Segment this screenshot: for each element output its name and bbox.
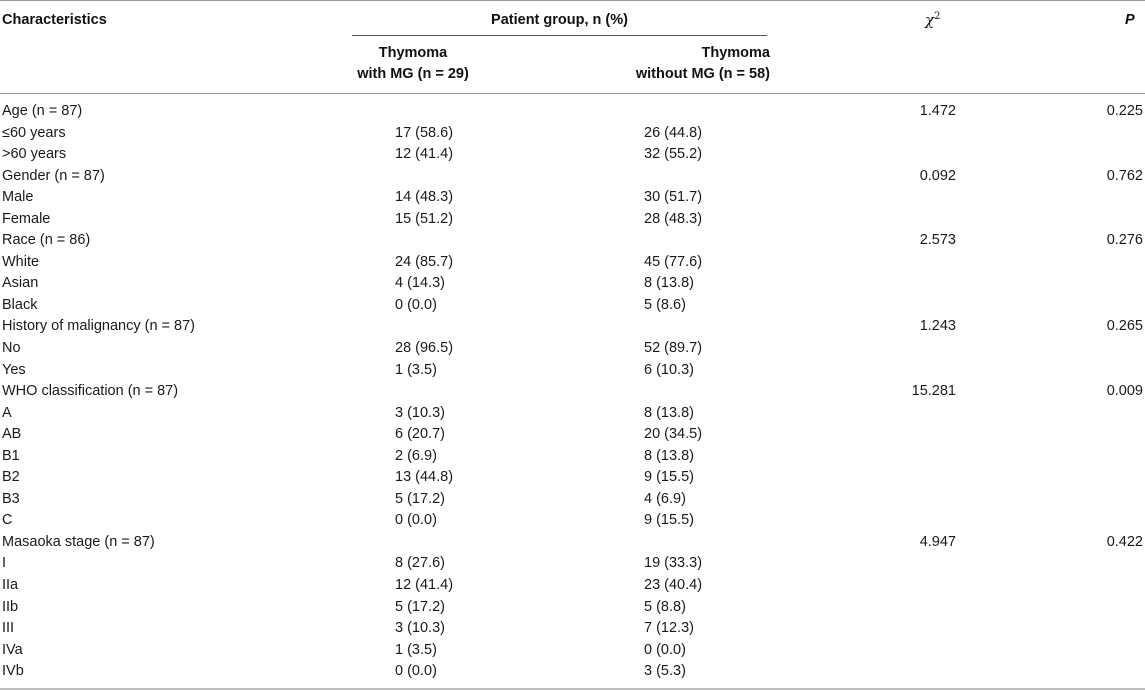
header-bottom-rule xyxy=(0,93,1145,94)
header-thymoma-without-mg-line2: without MG (n = 58) xyxy=(635,66,770,82)
row-label: History of malignancy (n = 87) xyxy=(2,318,196,335)
cell-with-mg: 12 (41.4) xyxy=(395,146,454,163)
cell-with-mg: 15 (51.2) xyxy=(395,210,454,227)
patient-group-rule xyxy=(352,35,767,36)
header-thymoma-with-mg-line2: with MG (n = 29) xyxy=(357,66,469,82)
cell-chi-square: 1.243 xyxy=(919,318,956,335)
cell-p-value: 0.762 xyxy=(1106,167,1143,184)
table-row xyxy=(0,597,1145,619)
cell-with-mg: 17 (58.6) xyxy=(395,124,454,141)
cell-without-mg: 3 (5.3) xyxy=(644,663,686,680)
table-row xyxy=(0,403,1145,425)
table-row xyxy=(0,467,1145,489)
header-chi-sup: 2 xyxy=(934,11,941,22)
table-row xyxy=(0,489,1145,511)
table-row xyxy=(0,661,1145,683)
cell-with-mg: 4 (14.3) xyxy=(395,275,445,292)
row-label: WHO classification (n = 87) xyxy=(2,383,179,400)
header-patient-group: Patient group, n (%) xyxy=(491,12,628,28)
table-row xyxy=(0,640,1145,662)
cell-without-mg: 8 (13.8) xyxy=(644,447,694,464)
row-label: White xyxy=(2,253,40,270)
cell-without-mg: 8 (13.8) xyxy=(644,275,694,292)
row-label: IVb xyxy=(2,663,24,680)
header-thymoma-without-mg xyxy=(610,43,770,85)
row-label: B1 xyxy=(2,447,20,464)
cell-without-mg: 28 (48.3) xyxy=(644,210,703,227)
cell-with-mg: 24 (85.7) xyxy=(395,253,454,270)
cell-with-mg: 28 (96.5) xyxy=(395,340,454,357)
table-row xyxy=(0,123,1145,145)
cell-with-mg: 0 (0.0) xyxy=(395,663,437,680)
header-chi-square xyxy=(925,11,940,29)
table-row xyxy=(0,618,1145,640)
cell-without-mg: 8 (13.8) xyxy=(644,404,694,421)
cell-without-mg: 5 (8.6) xyxy=(644,296,686,313)
cell-with-mg: 8 (27.6) xyxy=(395,555,445,572)
row-label: IVa xyxy=(2,641,23,658)
table-row xyxy=(0,252,1145,274)
cell-without-mg: 7 (12.3) xyxy=(644,620,694,637)
table-row xyxy=(0,230,1145,252)
cell-without-mg: 52 (89.7) xyxy=(644,340,703,357)
row-label: Black xyxy=(2,296,38,313)
cell-with-mg: 0 (0.0) xyxy=(395,512,437,529)
row-label: C xyxy=(2,512,13,529)
cell-without-mg: 19 (33.3) xyxy=(644,555,703,572)
table-row xyxy=(0,187,1145,209)
table-top-rule xyxy=(0,0,1145,1)
cell-with-mg: 14 (48.3) xyxy=(395,189,454,206)
row-label: Yes xyxy=(2,361,26,378)
cell-p-value: 0.276 xyxy=(1106,232,1143,249)
table-row xyxy=(0,316,1145,338)
table-row xyxy=(0,144,1145,166)
cell-with-mg: 1 (3.5) xyxy=(395,361,437,378)
cell-with-mg: 5 (17.2) xyxy=(395,490,445,507)
cell-without-mg: 23 (40.4) xyxy=(644,577,703,594)
cell-p-value: 0.225 xyxy=(1106,103,1143,119)
cell-p-value: 0.265 xyxy=(1106,318,1143,335)
header-chi-symbol: χ xyxy=(925,11,935,29)
table-row xyxy=(0,338,1145,360)
row-label: Age (n = 87) xyxy=(2,103,83,119)
cell-with-mg: 3 (10.3) xyxy=(395,404,445,421)
table-row xyxy=(0,295,1145,317)
row-label: I xyxy=(2,555,7,572)
row-label: Masaoka stage (n = 87) xyxy=(2,533,155,550)
row-label: Race (n = 86) xyxy=(2,232,91,249)
cell-with-mg: 6 (20.7) xyxy=(395,426,445,443)
cell-chi-square: 0.092 xyxy=(919,167,956,184)
cell-without-mg: 0 (0.0) xyxy=(644,641,686,658)
table-row xyxy=(0,209,1145,231)
cell-without-mg: 26 (44.8) xyxy=(644,124,703,141)
cell-with-mg: 12 (41.4) xyxy=(395,577,454,594)
table-row xyxy=(0,532,1145,554)
cell-with-mg: 0 (0.0) xyxy=(395,296,437,313)
cell-with-mg: 13 (44.8) xyxy=(395,469,454,486)
header-thymoma-with-mg xyxy=(352,43,474,85)
cell-chi-square: 1.472 xyxy=(919,103,956,119)
cell-without-mg: 30 (51.7) xyxy=(644,189,703,206)
cell-with-mg: 1 (3.5) xyxy=(395,641,437,658)
table-row xyxy=(0,446,1145,468)
table-row xyxy=(0,575,1145,597)
row-label: B2 xyxy=(2,469,20,486)
header-characteristics: Characteristics xyxy=(2,12,107,28)
row-label: No xyxy=(2,340,21,357)
cell-without-mg: 20 (34.5) xyxy=(644,426,703,443)
cell-without-mg: 9 (15.5) xyxy=(644,512,694,529)
row-label: >60 years xyxy=(2,146,67,163)
table-row xyxy=(0,381,1145,403)
row-label: IIa xyxy=(2,577,19,594)
cell-without-mg: 5 (8.8) xyxy=(644,598,686,615)
table-row xyxy=(0,101,1145,123)
row-label: III xyxy=(2,620,15,637)
cell-with-mg: 2 (6.9) xyxy=(395,447,437,464)
cell-chi-square: 2.573 xyxy=(919,232,956,249)
table-row xyxy=(0,510,1145,532)
cell-p-value: 0.422 xyxy=(1106,533,1143,550)
cell-without-mg: 4 (6.9) xyxy=(644,490,686,507)
cell-p-value: 0.009 xyxy=(1106,383,1143,400)
row-label: AB xyxy=(2,426,22,443)
header-thymoma-with-mg-line1: Thymoma xyxy=(378,45,448,61)
row-label: A xyxy=(2,404,12,421)
header-thymoma-without-mg-line1: Thymoma xyxy=(701,45,770,61)
cell-without-mg: 32 (55.2) xyxy=(644,146,703,163)
table-row xyxy=(0,166,1145,188)
table-row xyxy=(0,360,1145,382)
row-label: Female xyxy=(2,210,51,227)
row-label: IIb xyxy=(2,598,19,615)
row-label: B3 xyxy=(2,490,20,507)
header-p-value: P xyxy=(1125,12,1135,28)
cell-with-mg: 3 (10.3) xyxy=(395,620,445,637)
table-row xyxy=(0,273,1145,295)
cell-with-mg: 5 (17.2) xyxy=(395,598,445,615)
table-row xyxy=(0,424,1145,446)
row-label: Gender (n = 87) xyxy=(2,167,105,184)
row-label: Male xyxy=(2,189,34,206)
table-row xyxy=(0,553,1145,575)
cell-chi-square: 4.947 xyxy=(919,533,956,550)
row-label: ≤60 years xyxy=(2,124,66,141)
cell-without-mg: 6 (10.3) xyxy=(644,361,694,378)
cell-chi-square: 15.281 xyxy=(911,383,956,400)
cell-without-mg: 9 (15.5) xyxy=(644,469,694,486)
row-label: Asian xyxy=(2,275,39,292)
table-body xyxy=(0,101,1145,683)
cell-without-mg: 45 (77.6) xyxy=(644,253,703,270)
